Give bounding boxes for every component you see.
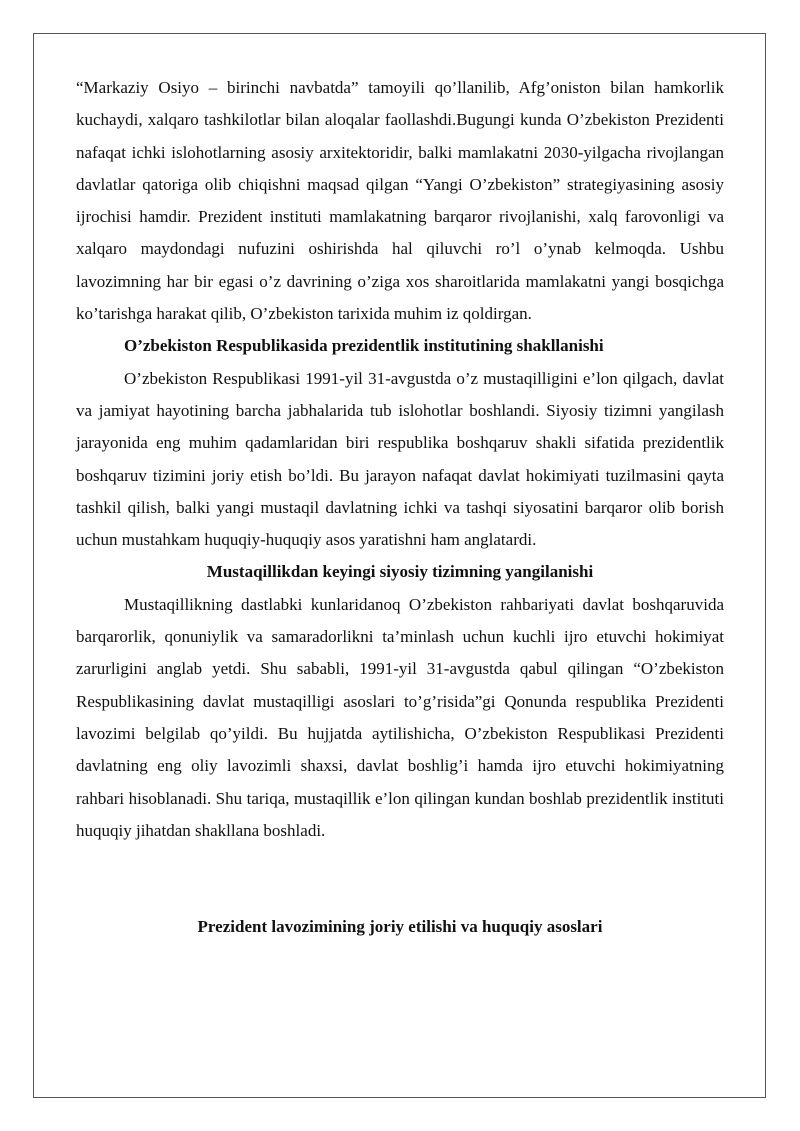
paragraph-independence-reforms: O’zbekiston Respublikasi 1991-yil 31-avgustda o’z mustaqilligini e’lon qilgach, davlat va jamiyat hayotining barcha jabhalarida tub islohotlar boshlandi. Siyosiy tizimni yangilash jarayonida eng muhim qadamlaridan biri respublika boshqaruv shakli sifatida prezidentlik boshqaruv tizimini joriy etish bo’ldi. Bu jarayon nafaqat davlat hokimiyati tuzilmasini qayta tashkil qilish, balki yangi mustaqil davlatning ichki va tashqi siyosatini barqaror olib borish uchun mustahkam huquqiy-huquqiy asos yaratishni ham anglatardi.: [76, 368, 724, 550]
section-heading-legal-foundations: Prezident lavozimining joriy etilishi va huquqiy asoslari: [197, 917, 603, 937]
section-heading-presidential-institution: O’zbekiston Respublikasida prezidentlik institutining shakllanishi: [124, 336, 604, 356]
paragraph-executive-power: Mustaqillikning dastlabki kunlaridanoq O’zbekiston rahbariyati davlat boshqaruvida barqarorlik, qonuniylik va samaradorlikni ta’minlash uchun kuchli ijro etuvchi hokimiyat zarurligini anglab yetdi. Shu sababli, 1991-yil 31-avgustda qabul qilingan “O’zbekiston Respublikasining davlat mustaqilligi asoslari to’g’risida”gi Qonunda respublika Prezidenti lavozimi belgilab qo’yildi. Bu hujjatda aytilishicha, O’zbekiston Respublikasi Prezidenti davlatning eng oliy lavozimli shaxsi, davlat boshlig’i hamda ijro etuvchi hokimiyatning rahbari hisoblanadi. Shu tariqa, mustaqillik e’lon qilingan kundan boshlab prezidentlik instituti huquqiy jihatdan shakllana boshladi.: [76, 594, 724, 840]
section-heading-political-renewal: Mustaqillikdan keyingi siyosiy tizimning yangilanishi: [206, 562, 594, 582]
section-spacer: [76, 847, 724, 911]
paragraph-intro-continuation: “Markaziy Osiyo – birinchi navbatda” tamoyili qo’llanilib, Afg’oniston bilan hamkorlik kuchaydi, xalqaro tashkilotlar bilan aloqalar faollashdi.Bugungi kunda O’zbekiston Prezidenti nafaqat ichki islohotlarning asosiy arxitektoridir, balki mamlakatni 2030-yilgacha rivojlangan davlatlar qatoriga olib chiqishni maqsad qilgan “Yangi O’zbekiston” strategiyasining asosiy ijrochisi hamdir. Prezident instituti mamlakatning barqaror rivojlanishi, xalq farovonligi va xalqaro maydondagi nufuzini oshirishda hal qiluvchi ro’l o’ynab kelmoqda. Ushbu lavozimning har bir egasi o’z davrining o’ziga xos sharoitlarida mamlakatni yangi bosqichga ko’tarishga harakat qilib, O’zbekiston tarixida muhim iz qoldirgan.: [76, 78, 724, 324]
document-body: [76, 72, 724, 943]
